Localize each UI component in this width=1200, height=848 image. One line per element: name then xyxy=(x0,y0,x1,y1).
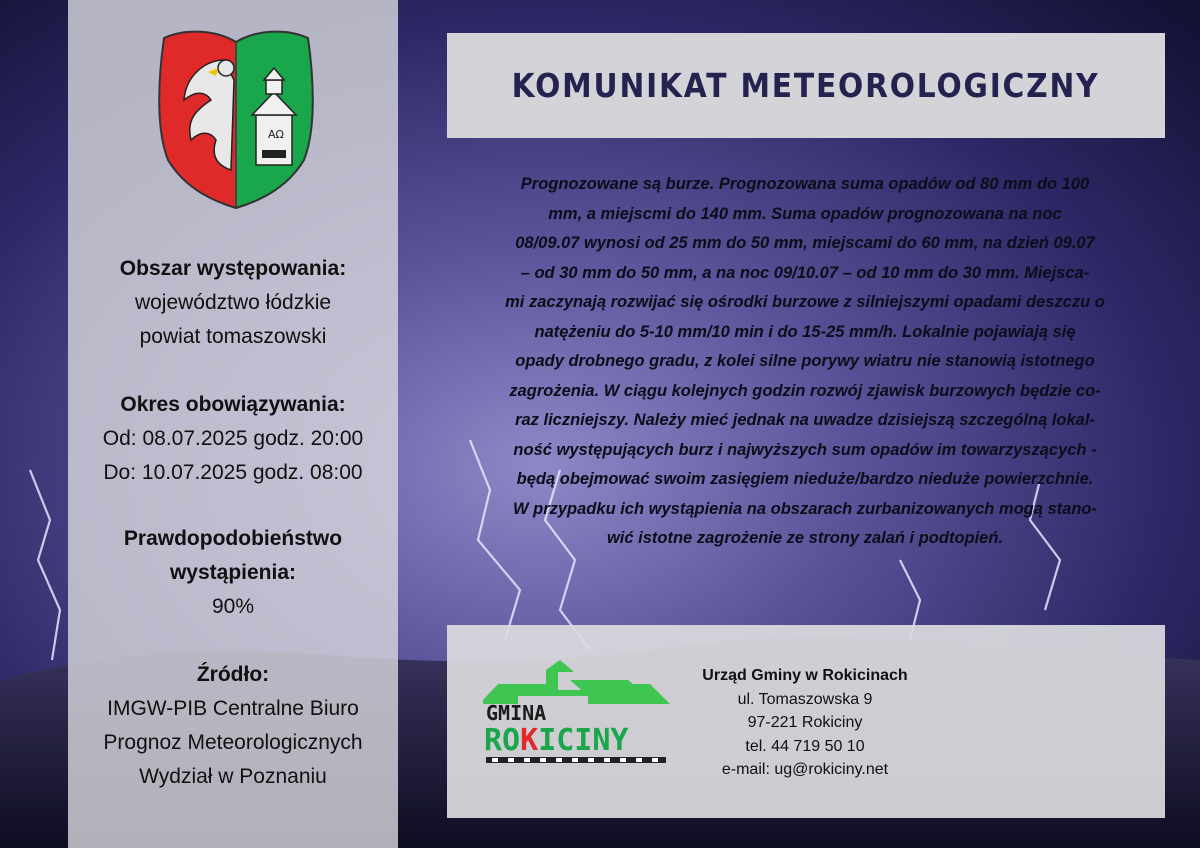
source-line: Wydział w Poznaniu xyxy=(139,765,327,788)
forecast-line: ność występujących burz i najwyższych sum opadów im towarzyszących - xyxy=(513,440,1097,459)
area-heading: Obszar występowania: xyxy=(119,257,347,280)
period-to: Do: 10.07.2025 godz. 08:00 xyxy=(103,461,363,484)
logo-word-rokiciny xyxy=(484,723,629,758)
forecast-line: Prognozowane są burze. Prognozowana suma opadów od 80 mm do 100 xyxy=(520,175,1090,193)
forecast-line: raz liczniejszy. Należy mieć jednak na uwadze dzisiejszą szczególną lokal- xyxy=(515,411,1095,429)
forecast-line: mm, a miejscmi do 140 mm. Suma opadów prognozowana na noc xyxy=(548,204,1062,223)
page-title: KOMUNIKAT METEOROLOGICZNY xyxy=(512,66,1100,105)
area-section xyxy=(68,252,398,354)
probability-section xyxy=(68,522,398,624)
logo-part: K xyxy=(520,723,539,758)
coat-of-arms-icon xyxy=(156,20,316,210)
office-street: ul. Tomaszowska 9 xyxy=(737,690,873,708)
forecast-line: – od 30 mm do 50 mm, a na noc 09/10.07 – od 10 mm do 30 mm. Miejsca- xyxy=(520,263,1090,282)
period-from: Od: 08.07.2025 godz. 20:00 xyxy=(102,427,364,450)
office-phone: tel. 44 719 50 10 xyxy=(745,737,865,755)
forecast-line: będą obejmować swoim zasięgiem nieduże/bardzo nieduże powierzchnie. xyxy=(516,470,1094,488)
logo-part: RO xyxy=(484,723,521,758)
forecast-line: opady drobnego gradu, z kolei silne porywy wiatru nie stanowią istotnego xyxy=(515,352,1095,370)
forecast-line: natężeniu do 5-10 mm/10 min i do 15-25 mm/h. Lokalnie pojawiają się xyxy=(534,322,1076,341)
svg-text:AΩ: AΩ xyxy=(268,128,284,141)
period-section xyxy=(68,388,398,490)
forecast-line: wić istotne zagrożenie ze strony zalań i podtopień. xyxy=(606,529,1004,547)
contact-block xyxy=(690,664,920,782)
source-heading: Źródło: xyxy=(196,663,270,686)
probability-heading: wystąpienia: xyxy=(169,561,297,584)
forecast-line: mi zaczynają rozwijać się ośrodki burzowe z silniejszymi opadami deszczu o xyxy=(505,293,1105,311)
period-heading: Okres obowiązywania: xyxy=(120,393,346,416)
title-banner xyxy=(447,33,1165,138)
logo-word-gmina: GMINA xyxy=(486,701,547,725)
office-city: 97-221 Rokiciny xyxy=(747,714,863,731)
source-line: Prognoz Meteorologicznych xyxy=(103,731,363,754)
area-line: powiat tomaszowski xyxy=(139,325,327,348)
forecast-line: 08/09.07 wynosi od 25 mm do 50 mm, miejscami do 60 mm, na dzień 09.07 xyxy=(515,234,1095,252)
forecast-text xyxy=(445,170,1165,554)
area-line: województwo łódzkie xyxy=(134,291,332,314)
probability-heading: Prawdopodobieństwo xyxy=(123,527,343,550)
forecast-line: zagrożenia. W ciągu kolejnych godzin rozwój zjawisk burzowych będzie co- xyxy=(509,381,1101,400)
gmina-rokiciny-logo-icon xyxy=(478,660,673,770)
office-name: Urząd Gminy w Rokicinach xyxy=(702,667,908,684)
probability-value: 90% xyxy=(211,595,255,618)
forecast-line: W przypadku ich wystąpienia na obszarach zurbanizowanych mogą stano- xyxy=(512,499,1098,518)
source-section xyxy=(68,658,398,794)
logo-part: ICINY xyxy=(538,723,629,758)
office-email: e-mail: ug@rokiciny.net xyxy=(721,761,889,778)
source-line: IMGW-PIB Centralne Biuro xyxy=(107,697,359,720)
